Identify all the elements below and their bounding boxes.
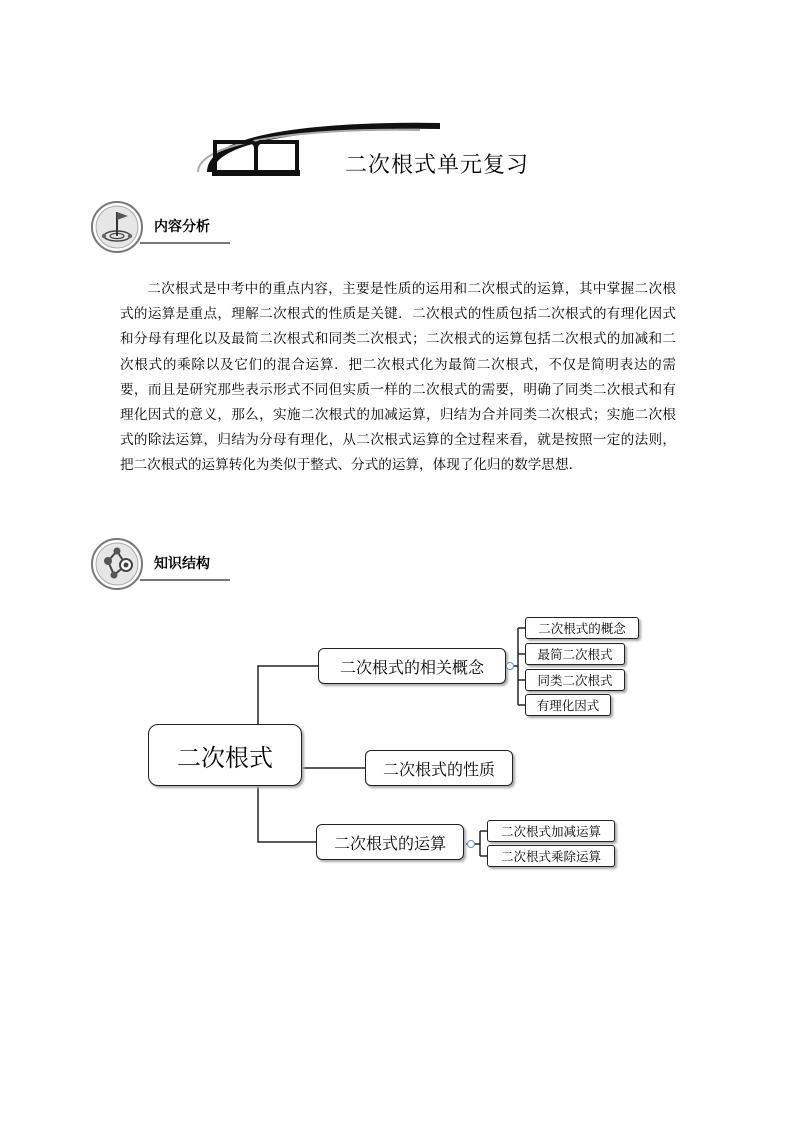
- network-nodes-icon: [90, 537, 144, 591]
- section-header-analysis: [90, 200, 230, 254]
- collapse-dot-icon: [506, 662, 514, 670]
- mindmap-leaf: 二次根式的概念: [525, 617, 639, 639]
- page-title: 二次根式单元复习: [345, 153, 530, 178]
- mindmap-branch-concepts: 二次根式的相关概念: [318, 648, 506, 684]
- mindmap-leaf: 有理化因式: [525, 694, 611, 716]
- mindmap-leaf: 二次根式加减运算: [487, 820, 615, 842]
- section-underline: [140, 242, 230, 244]
- flag-target-icon: [90, 200, 144, 254]
- mindmap-branch-properties: 二次根式的性质: [365, 750, 513, 786]
- section-label-structure: 知识结构: [154, 556, 210, 572]
- mindmap-branch-operations: 二次根式的运算: [316, 824, 464, 860]
- analysis-paragraph: 二次根式是中考中的重点内容，主要是性质的运用和二次根式的运算，其中掌握二次根式的运算是重点，理解二次根式的性质是关键．二次根式的性质包括二次根式的有理化因式和分母有理化以及最简二次根式和同类二次根式；二次根式的运算包括二次根式的加减和二次根式的乘除以及它们的混合运算．把二次根式化为最简二次根式，不仅是简明表达的需要，而且是研究那些表示形式不同但实质一样的二次根式的需要，明确了同类二次根式和有理化因式的意义，那么，实施二次根式的加减运算，归结为合并同类二次根式；实施二次根式的除法运算，归结为分母有理化，从二次根式运算的全过程来看，就是按照一定的法则，把二次根式的运算转化为类似于整式、分式的运算，体现了化归的数学思想．: [120, 281, 676, 474]
- mindmap-root: 二次根式: [148, 724, 302, 786]
- knowledge-mindmap: [0, 600, 794, 900]
- section-label-analysis: 内容分析: [154, 219, 210, 235]
- section-header-structure: [90, 537, 230, 591]
- mindmap-leaf: 二次根式乘除运算: [487, 845, 615, 867]
- mindmap-leaf: 同类二次根式: [525, 669, 625, 691]
- section-underline: [140, 579, 230, 581]
- mindmap-leaf: 最简二次根式: [525, 643, 625, 665]
- collapse-dot-icon: [467, 840, 475, 848]
